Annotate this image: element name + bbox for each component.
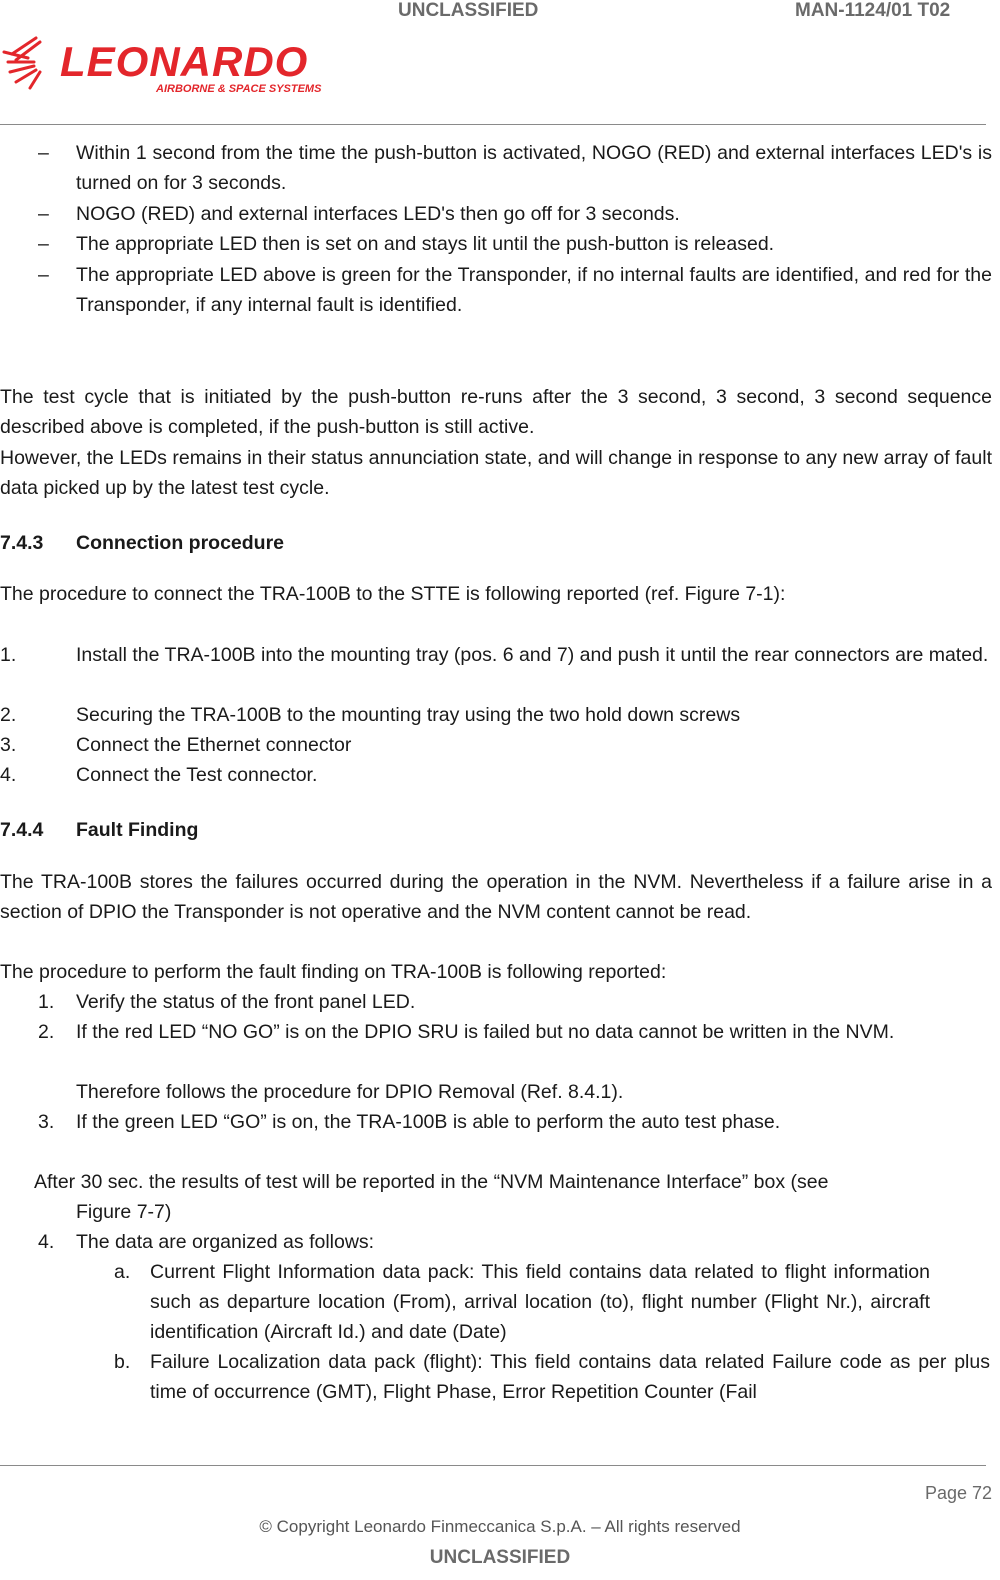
list-item [0,987,992,1017]
section-title: Connection procedure [76,532,285,554]
dash-marker: – [38,203,49,225]
sub-step-letter: b. [114,1351,131,1373]
header-rule [0,124,986,125]
step-text: Therefore follows the procedure for DPIO Removal (Ref. 8.4.1). [76,1081,624,1103]
step-text: Verify the status of the front panel LED. [76,991,416,1013]
section-heading-743 [0,528,284,558]
sub-step-text: Current Flight Information data pack: This field contains data related to flight information such as departure location (From), arrival location (to), flight number (Flight Nr.), aircraft identification (Aircraft Id.) and date (Date) [150,1261,930,1343]
list-item [0,760,992,790]
step-number: 3. [38,1111,55,1133]
step-number: 1. [0,644,17,666]
header-classification: UNCLASSIFIED [398,0,539,21]
list-item-text: NOGO (RED) and external interfaces LED's then go off for 3 seconds. [76,203,680,225]
footer-rule [0,1465,986,1466]
footer-classification: UNCLASSIFIED [429,1547,571,1568]
fault-paragraph: The TRA-100B stores the failures occurred during the operation in the NVM. Nevertheless if a failure arise in a section of DPIO the Transponder is not operative and the NVM content cannot be read. [0,871,992,923]
dash-marker: – [38,264,49,286]
step-text: If the red LED “NO GO” is on the DPIO SRU is failed but no data cannot be written in the NVM. [76,1021,895,1043]
step-text: Connect the Test connector. [76,764,318,786]
list-item [0,138,992,198]
copyright-notice: © Copyright Leonardo Finmeccanica S.p.A. – All rights reserved [259,1517,741,1536]
list-item-text: The appropriate LED then is set on and stays lit until the push-button is released. [76,233,775,255]
list-item [0,640,992,670]
step-number: 2. [0,704,17,726]
dash-marker: – [38,142,49,164]
list-item [0,700,992,730]
list-item [0,1227,992,1257]
paragraph-test-cycle: The test cycle that is initiated by the push-button re-runs after the 3 second, 3 second, 3 second sequence described above is completed, if the push-button is still active. [0,386,992,438]
section-title: Fault Finding [76,819,199,841]
after-30-sec-text: After 30 sec. the results of test will be reported in the “NVM Maintenance Interface” box (see [34,1171,829,1193]
sub-step-text: Failure Localization data pack (flight): This field contains data related Failure code as per plus time of occurrence (GMT), Flight Phase, Error Repetition Counter (Fail [150,1351,990,1403]
page-number: Page 72 [924,1483,992,1503]
list-item-text: Within 1 second from the time the push-button is activated, NOGO (RED) and external interfaces LED's is turned on for 3 seconds. [76,142,992,194]
list-item [0,1017,992,1047]
header-doc-id: MAN-1124/01 T02 [795,0,951,21]
list-item [0,260,992,320]
list-item-text: The appropriate LED above is green for the Transponder, if no internal faults are identified, and red for the Transponder, if any internal fault is identified. [76,264,992,316]
step-text: Connect the Ethernet connector [76,734,352,756]
section-heading-744 [0,815,198,845]
logo-subtitle: AIRBORNE & SPACE SYSTEMS [156,83,322,95]
step-number: 4. [0,764,17,786]
step-text: Securing the TRA-100B to the mounting tray using the two hold down screws [76,704,741,726]
list-item [0,1257,992,1347]
sub-step-letter: a. [114,1261,131,1283]
section-number: 7.4.3 [0,532,44,554]
section-number: 7.4.4 [0,819,44,841]
list-item [0,229,992,259]
leonardo-star-icon [0,32,62,94]
list-item [0,199,992,229]
step-number: 3. [0,734,17,756]
step-text: Install the TRA-100B into the mounting tray (pos. 6 and 7) and push it until the rear connectors are mated. [76,644,989,666]
step-number: 2. [38,1021,55,1043]
figure-reference: Figure 7-7) [76,1201,172,1223]
list-item [0,1347,992,1407]
list-item [0,1077,992,1107]
paragraph-led-status: However, the LEDs remains in their status annunciation state, and will change in response to any new array of fault data picked up by the latest test cycle. [0,447,992,499]
dash-marker: – [38,233,49,255]
leonardo-logo [0,30,330,102]
step-text: If the green LED “GO” is on, the TRA-100B is able to perform the auto test phase. [76,1111,781,1133]
connection-intro: The procedure to connect the TRA-100B to the STTE is following reported (ref. Figure 7-1): [0,583,786,605]
step-number: 1. [38,991,55,1013]
step-text: The data are organized as follows: [76,1231,375,1253]
logo-wordmark: LEONARDO [60,38,309,85]
fault-procedure-intro: The procedure to perform the fault finding on TRA-100B is following reported: [0,961,667,983]
list-item [0,730,992,760]
list-item [0,1107,992,1137]
step-number: 4. [38,1231,55,1253]
